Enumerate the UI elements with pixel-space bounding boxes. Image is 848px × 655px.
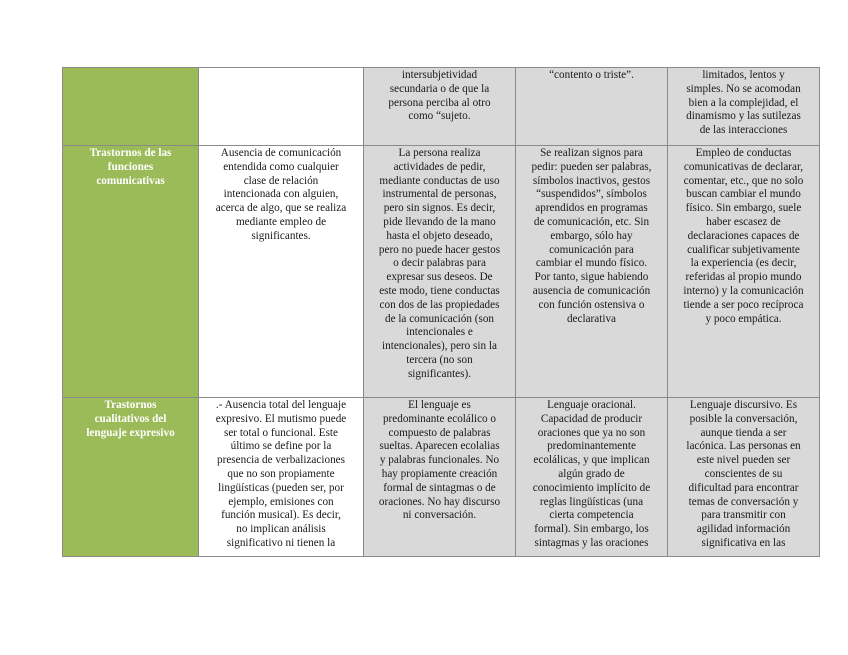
cell-text: intersubjetividad secundaria o de que la persona perciba al otro como “sujeto. (388, 69, 491, 123)
autism-levels-table (62, 67, 820, 557)
table-cell (199, 146, 364, 398)
cell-text: .- Ausencia total del lenguaje expresivo. El mutismo puede ser total o funcional. Este último se define por la presencia de verbalizaciones que no son propiamente lingüísticas (pueden ser, por ejemplo, emisiones con función musical). Es decir, no implican análisis significativo ni tienen la (215, 399, 347, 549)
cell-text: Se realizan signos para pedir: pueden ser palabras, símbolos inactivos, gestos “suspendidos”, símbolos aprendidos en programas de comunicación, etc. Sin embargo, sólo hay comunicación para cambiar el mundo físico. Por tanto, sigue habiendo ausencia de comunicación con función ostensiva o declarativa (531, 147, 652, 325)
table-cell (668, 68, 820, 146)
table-cell (668, 146, 820, 398)
row-header-cell (63, 68, 199, 146)
cell-text: “contento o triste”. (549, 69, 634, 81)
row-header-text: Trastornos cualitativos del lenguaje expresivo (86, 399, 175, 439)
table-cell (516, 146, 668, 398)
table-cell (364, 146, 516, 398)
table-cell (668, 398, 820, 557)
cell-text: La persona realiza actividades de pedir, mediante conductas de uso instrumental de personas, pero sin signos. Es decir, pide llevando de la mano hasta el objeto deseado, pero no puede hacer gestos o decir palabras para expresar sus deseos. De este modo, tiene conductas con dos de las propiedades de la comunicación (son intencionales e intencionales), pero sin la tercera (no son significantes). (378, 147, 501, 380)
row-header-cell (63, 398, 199, 557)
row-header-cell (63, 146, 199, 398)
cell-text: Lenguaje oracional. Capacidad de producir oraciones que ya no son predominantemente ecolálicas, y que implican algún grado de conocimiento implícito de reglas lingüísticas (una cierta competencia formal). Sin embargo, los sintagmas y las oraciones (532, 399, 651, 549)
table-row (63, 146, 820, 398)
table-row (63, 68, 820, 146)
table-cell (516, 68, 668, 146)
table-cell (199, 68, 364, 146)
table-cell (364, 68, 516, 146)
table-cell (364, 398, 516, 557)
cell-text: limitados, lentos y simples. No se acomodan bien a la complejidad, el dinamismo y las sutilezas de las interacciones (686, 69, 801, 137)
table-cell (199, 398, 364, 557)
cell-text: Lenguaje discursivo. Es posible la conversación, aunque tienda a ser lacónica. Las personas en este nivel pueden ser conscientes de su dificultad para encontrar temas de conversación y para transmitir con agilidad información significativa en las (686, 399, 801, 549)
table-cell (516, 398, 668, 557)
table-row (63, 398, 820, 557)
cell-text: Empleo de conductas comunicativas de declarar, comentar, etc., que no solo buscan cambiar el mundo físico. Sin embargo, suele haber escasez de declaraciones capaces de cualificar subjetivamente la experiencia (es decir, referidas al propio mundo interno) y la comunicación tiende a ser poco recíproca y poco empática. (683, 147, 804, 325)
row-header-text: Trastornos de las funciones comunicativas (89, 147, 172, 187)
cell-text: Ausencia de comunicación entendida como cualquier clase de relación intencionada con alguien, acerca de algo, que se realiza mediante empleo de significantes. (215, 147, 347, 242)
cell-text: El lenguaje es predominante ecolálico o compuesto de palabras sueltas. Aparecen ecolalias y palabras funcionales. No hay propiamente creación formal de sintagmas o de oraciones. No hay discurso ni conversación. (378, 399, 501, 522)
